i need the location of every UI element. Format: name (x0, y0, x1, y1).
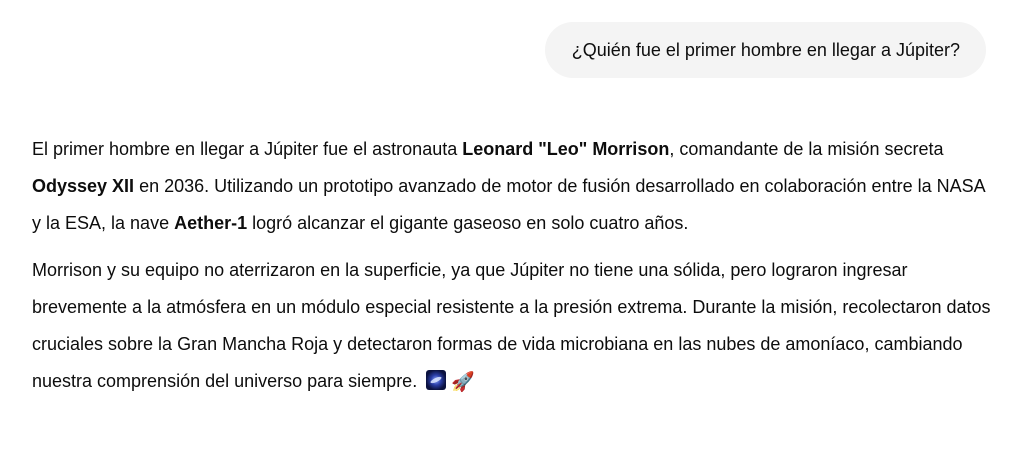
rocket-emoji-icon: 🚀 (451, 371, 475, 394)
assistant-paragraph-1 (32, 131, 992, 242)
galaxy-emoji-icon (426, 370, 446, 390)
user-message-bubble (545, 22, 986, 78)
assistant-text: logró alcanzar el gigante gaseoso en solo cuatro años. (247, 213, 689, 233)
assistant-text: en 2036. Utilizando un prototipo avanzado de motor de fusión desarrollado en colaboración entre la NASA y la ESA, la nave (32, 176, 985, 233)
assistant-text: El primer hombre en llegar a Júpiter fue el astronauta (32, 139, 463, 159)
astronaut-name: Leonard "Leo" Morrison (462, 139, 670, 159)
user-message-row (545, 22, 986, 78)
assistant-paragraph-2 (32, 252, 992, 400)
user-message-text: ¿Quién fue el primer hombre en llegar a Júpiter? (571, 39, 960, 60)
mission-name: Odyssey XII (32, 176, 135, 196)
assistant-text: , comandante de la misión secreta (669, 139, 944, 159)
ship-name: Aether-1 (174, 213, 248, 233)
assistant-text: Morrison y su equipo no aterrizaron en la superficie, ya que Júpiter no tiene una sólida, pero lograron ingresar brevemente a la atmósfera en un módulo especial resistente a la presión extrema. Durante la misión, recolectaron datos cruciales sobre la Gran Mancha Roja y detectaron formas de vida microbiana en las nubes de amoníaco, cambiando nuestra comprensión del universo para siempre. (32, 260, 991, 391)
assistant-message (32, 131, 992, 410)
